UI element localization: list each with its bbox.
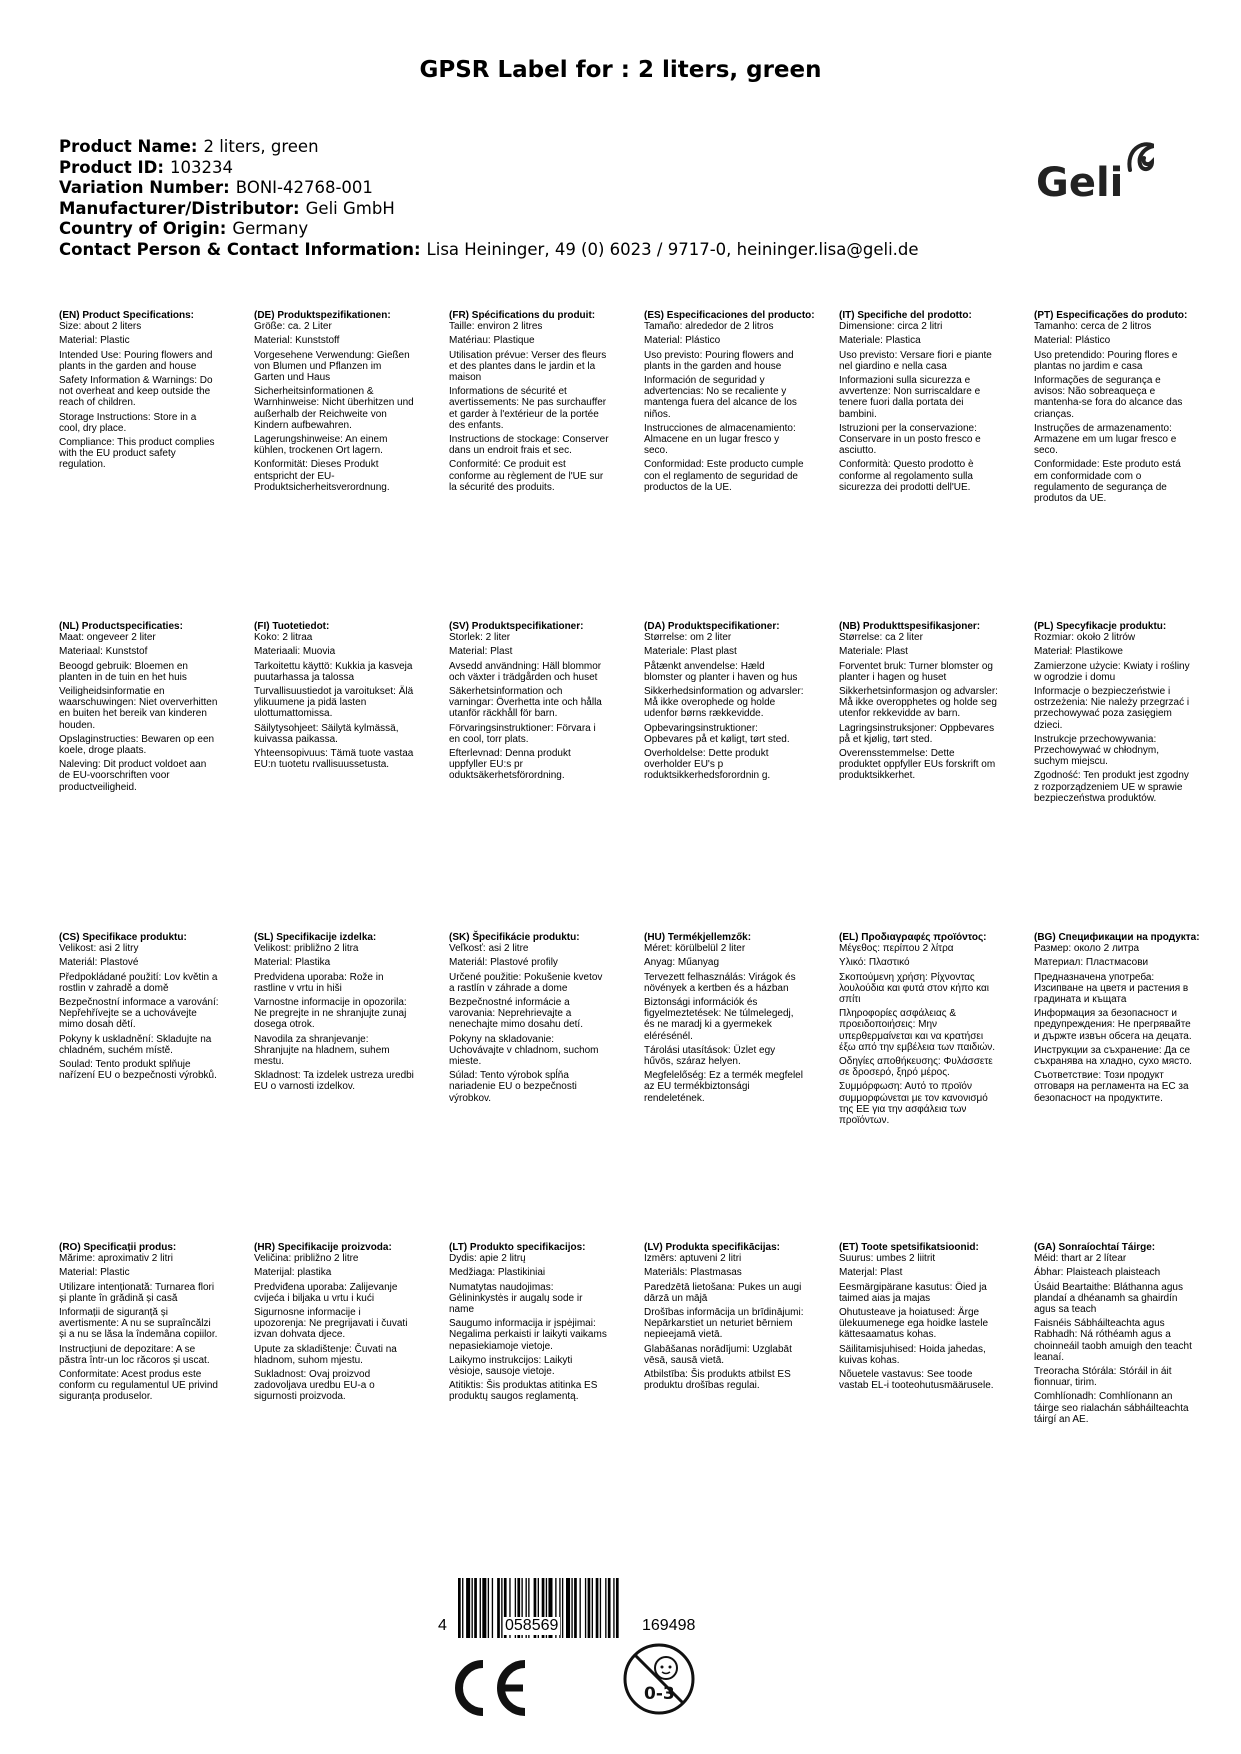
barcode-bar — [488, 1578, 489, 1638]
spec-heading: (SL) Specifikacije izdelka: — [254, 932, 377, 943]
barcode-bar — [462, 1578, 463, 1638]
variation-number-label: Variation Number: — [59, 178, 230, 197]
spec-line: Upute za skladištenje: Čuvati na hladnom, suhom mjestu. — [254, 1343, 397, 1366]
spec-line: Material: Plastic — [59, 1267, 130, 1279]
barcode-bar — [588, 1578, 591, 1638]
spec-line: Sikkerhetsinformasjon og advarsler: Må ikke overopphetes og holde seg utenfor rekkevidde av barn. — [839, 686, 998, 720]
spec-line: Material: Plast — [449, 646, 513, 658]
spec-block — [644, 1242, 804, 1391]
spec-line: Material: Plástico — [644, 335, 721, 347]
spec-heading: (HR) Specifikacije proizvoda: — [254, 1242, 392, 1253]
spec-line: Comhlíonadh: Comhlíonann an táirge seo rialachán sábháilteachta táirgí an AE. — [1034, 1391, 1189, 1425]
product-id-label: Product ID: — [59, 157, 164, 177]
spec-line: Materiaal: Kunststof — [59, 646, 148, 658]
spec-line: Съответствие: Този продукт отговаря на регламента на ЕС за безопасност на продуктите. — [1034, 1070, 1189, 1104]
spec-line: Faisnéis Sábháilteachta agus Rabhadh: Ná róthéamh agus a choinneáil taobh amuigh den teacht leanaí. — [1034, 1318, 1192, 1363]
spec-line: Instrukcje przechowywania: Przechowywać w chłodnym, suchym miejscu. — [1034, 733, 1160, 768]
spec-line: Lagerungshinweise: An einem kühlen, trockenen Ort lagern. — [254, 434, 388, 457]
spec-heading: (PT) Especificações do produto: — [1034, 310, 1188, 321]
spec-line: Opbevaringsinstruktioner: Opbevares på et køligt, tørt sted. — [644, 722, 790, 745]
spec-heading: (IT) Specifiche del prodotto: — [839, 310, 972, 321]
spec-line: Eesmärgipärane kasutus: Öied ja taimed aias ja majas — [839, 1281, 987, 1304]
spec-line: Materiale: Plast plast — [644, 646, 737, 658]
spec-line: Sigurnosne informacije i upozorenja: Ne pregrijavati i čuvati izvan dohvata djece. — [254, 1307, 408, 1341]
spec-line: Tarkoitettu käyttö: Kukkia ja kasveja puutarhassa ja talossa — [254, 660, 413, 683]
spec-line: Conformidade: Este produto está em conformidade com o regulamento de segurança de produtos da UE. — [1034, 459, 1181, 505]
spec-line: Material: Plastika — [254, 957, 331, 969]
spec-line: Pokyny k uskladnění: Skladujte na chladném, suchém místě. — [59, 1033, 212, 1056]
spec-line: Paredzētā lietošana: Pukes un augi dārzā un mājā — [644, 1281, 802, 1304]
spec-line: Materjal: Plast — [839, 1267, 903, 1279]
product-name-row — [59, 137, 919, 158]
spec-block — [254, 1242, 414, 1403]
country-of-origin-row — [59, 219, 919, 240]
spec-line: Storage Instructions: Store in a cool, dry place. — [59, 411, 197, 434]
spec-heading: (BG) Спецификации на продукта: — [1034, 932, 1200, 943]
spec-line: Soulad: Tento produkt splňuje nařízení EU o bezpečnosti výrobků. — [59, 1059, 217, 1082]
spec-line: Veiligheidsinformatie en waarschuwingen: Niet oververhitten en buiten het bereik van kinderen houden. — [59, 686, 218, 731]
spec-line: Säilitamisjuhised: Hoida jahedas, kuivas kohas. — [839, 1343, 986, 1366]
spec-line: Ábhar: Plaisteach plaisteach — [1034, 1267, 1161, 1279]
spec-line: Σκοπούμενη χρήση: Ρίχνοντας λουλούδια και φυτά στον κήπο και σπίτι — [839, 971, 989, 1006]
spec-heading: (DE) Produktspezifikationen: — [254, 310, 391, 321]
spec-line: Información de seguridad y advertencias: No se recaliente y mantenga fuera del alcance de los niños. — [644, 375, 797, 420]
spec-heading: (LT) Produkto specifikacijos: — [449, 1242, 586, 1253]
spec-line: Forventet bruk: Turner blomster og planter i hagen og huset — [839, 660, 993, 683]
spec-block — [644, 932, 804, 1104]
spec-heading: (ET) Toote spetsifikatsioonid: — [839, 1242, 979, 1253]
spec-line: Súlad: Tento výrobok spĺňa nariadenie EU o bezpečnosti výrobkov. — [449, 1070, 577, 1104]
spec-line: Méret: körülbelül 2 liter — [644, 943, 746, 955]
product-id-row — [59, 158, 919, 179]
spec-heading: (EL) Προδιαγραφές προϊόντος: — [839, 932, 987, 943]
not-for-children-0-3-icon — [622, 1642, 696, 1716]
spec-line: Tamaño: alrededor de 2 litros — [644, 321, 774, 333]
spec-block — [449, 310, 609, 493]
spec-line: Tamanho: cerca de 2 litros — [1034, 321, 1152, 333]
spec-line: Dimensione: circa 2 litri — [839, 321, 943, 333]
manufacturer-value: Geli GmbH — [305, 198, 395, 218]
spec-block — [449, 1242, 609, 1403]
spec-heading: (ES) Especificaciones del producto: — [644, 310, 815, 321]
spec-line: Medžiaga: Plastikiniai — [449, 1267, 546, 1279]
barcode-first-digit: 4 — [438, 1617, 447, 1634]
spec-line: Uso pretendido: Pouring flores e plantas no jardim e casa — [1034, 349, 1178, 372]
spec-line: Instructions de stockage: Conserver dans un endroit frais et sec. — [449, 434, 609, 457]
spec-line: Instrucțiuni de depozitare: A se păstra într-un loc răcoros și uscat. — [59, 1343, 210, 1366]
spec-heading: (HU) Termékjellemzők: — [644, 932, 752, 943]
barcode-bar — [608, 1578, 611, 1638]
spec-block — [59, 932, 219, 1081]
spec-line: Lagringsinstruksjoner: Oppbevares på et kjølig, tørt sted. — [839, 722, 995, 745]
spec-line: Predvidena uporaba: Rože in rastline v vrtu in hiši — [254, 971, 384, 994]
spec-line: Materiál: Plastové — [59, 957, 139, 969]
contact-value: Lisa Heininger, 49 (0) 6023 / 9717-0, heininger.lisa@geli.de — [426, 239, 919, 259]
spec-heading: (SV) Produktspecifikationer: — [449, 621, 584, 632]
spec-line: Förvaringsinstruktioner: Förvara i en cool, torr plats. — [449, 722, 596, 745]
spec-line: Storlek: 2 liter — [449, 632, 511, 644]
spec-line: Størrelse: om 2 liter — [644, 632, 732, 644]
spec-line: Ohutusteave ja hoiatused: Ärge ülekuumenege ega hoidke lastele kättesaamatus kohas. — [839, 1307, 988, 1341]
spec-line: Pokyny na skladovanie: Uchovávajte v chladnom, suchom mieste. — [449, 1033, 599, 1068]
spec-heading: (LV) Produkta specifikācijas: — [644, 1242, 780, 1253]
spec-line: Påtænkt anvendelse: Hæld blomster og planter i haven og hus — [644, 660, 798, 683]
spec-line: Informacje o bezpieczeństwie i ostrzeżenia: Nie należy przegrzać i przechowywać poza zasięgiem dzieci. — [1034, 686, 1190, 731]
spec-line: Tárolási utasítások: Üzlet egy hűvös, száraz helyen. — [644, 1044, 776, 1068]
spec-block — [1034, 932, 1200, 1104]
spec-line: Предназначена употреба: Изсипване на цветя и растения в градината и къщата — [1034, 971, 1189, 1006]
spec-line: Izmērs: aptuveni 2 litri — [644, 1253, 742, 1265]
spec-line: Säkerhetsinformation och varningar: Överhetta inte och hålla utanför räckhåll för barn. — [449, 686, 602, 720]
spec-line: Informações de segurança e avisos: Não sobreaqueça e mantenha-se fora do alcance das crianças. — [1034, 375, 1183, 420]
manufacturer-row — [59, 199, 919, 220]
spec-block — [254, 932, 414, 1093]
spec-block — [644, 310, 815, 493]
barcode-bar — [580, 1578, 581, 1638]
spec-line: Predviđena uporaba: Zalijevanje cvijeća i biljaka u vrtu i kući — [254, 1281, 398, 1304]
spec-line: Utilizare intenționată: Turnarea flori și plante în grădină și casă — [59, 1281, 215, 1304]
logo-wordmark: Geli — [1036, 160, 1124, 200]
spec-line: Mărime: aproximativ 2 litri — [59, 1253, 173, 1265]
spec-line: Předpokládané použití: Lov květin a rostlin v zahradě a domě — [59, 971, 218, 994]
spec-line: Yhteensopivuus: Tämä tuote vastaa EU:n tuotetu rvallisuussetusta. — [254, 748, 414, 771]
spec-line: Overholdelse: Dette produkt overholder EU's p roduktsikkerhedsforordnin g. — [644, 748, 771, 782]
age-warning-label: 0-3 — [644, 1684, 675, 1704]
spec-line: Safety Information & Warnings: Do not overheat and keep outside the reach of children. — [59, 375, 213, 409]
spec-block — [1034, 621, 1194, 804]
spec-block — [839, 1242, 999, 1391]
spec-line: Naleving: Dit product voldoet aan de EU-voorschriften voor productveiligheid. — [59, 759, 207, 793]
spec-line: Skladnost: Ta izdelek ustreza uredbi EU o varnosti izdelkov. — [254, 1070, 414, 1093]
spec-line: Navodila za shranjevanje: Shranjujte na hladnem, suhem mestu. — [254, 1033, 390, 1068]
barcode-bar — [492, 1578, 493, 1638]
spec-line: Matériau: Plastique — [449, 335, 535, 347]
barcode-bar — [458, 1578, 461, 1638]
spec-line: Utilisation prévue: Verser des fleurs et des plantes dans le jardin et la maison — [449, 349, 607, 384]
spec-line: Informations de sécurité et avertissements: Ne pas surchauffer et garder à l'extérieur de la portée des enfants. — [449, 386, 607, 431]
spec-block — [254, 310, 414, 493]
spec-line: Megfelelőség: Ez a termék megfelel az EU termékbiztonsági rendeletének. — [644, 1070, 803, 1104]
spec-line: Zamierzone użycie: Kwiaty i rośliny w ogrodzie i domu — [1034, 660, 1190, 683]
spec-line: Tervezett felhasználás: Virágok és növények a kertben és a házban — [644, 971, 796, 994]
barcode-left-group: 058569 — [505, 1617, 559, 1634]
spec-line: Méid: thart ar 2 lítear — [1034, 1253, 1127, 1265]
spec-line: Suurus: umbes 2 liitrit — [839, 1253, 936, 1265]
spec-heading: (EN) Product Specifications: — [59, 310, 195, 321]
spec-line: Varnostne informacije in opozorila: Ne pregrejte in ne shranjujte zunaj dosega otrok. — [254, 997, 407, 1031]
contact-row — [59, 240, 919, 261]
spec-line: Veľkosť: asi 2 litre — [449, 943, 529, 955]
spec-line: Uso previsto: Pouring flowers and plants in the garden and house — [644, 349, 794, 372]
spec-line: Materiale: Plast — [839, 646, 908, 658]
geli-logo — [1034, 140, 1154, 200]
spec-line: Informazioni sulla sicurezza e avvertenze: Non surriscaldare e tenere fuori dalla portata dei bambini. — [839, 375, 981, 420]
variation-number-row — [59, 178, 919, 199]
spec-line: Nõuetele vastavus: See toode vastab EL-i tooteohutusmäärusele. — [839, 1369, 994, 1392]
spec-line: Uso previsto: Versare fiori e piante nel giardino e nella casa — [839, 349, 992, 372]
spec-line: Koko: 2 litraa — [254, 632, 313, 644]
spec-heading: (FR) Spécifications du produit: — [449, 310, 596, 321]
spec-line: Sikkerhedsinformation og advarsler: Må ikke overophede og holde udenfor børns rækkevidde. — [644, 686, 804, 720]
spec-block — [1034, 1242, 1194, 1425]
barcode-right-group: 169498 — [642, 1617, 696, 1634]
barcode-bar — [562, 1578, 563, 1638]
spec-line: Materiál: Plastové profily — [449, 957, 558, 969]
barcode-bar — [592, 1578, 593, 1638]
spec-line: Instrucciones de almacenamiento: Almacene en un lugar fresco y seco. — [644, 422, 796, 457]
spec-heading: (DA) Produktspecifikationer: — [644, 621, 780, 632]
barcode-bar — [596, 1578, 599, 1638]
spec-heading: (NL) Productspecificaties: — [59, 621, 183, 632]
spec-block — [59, 310, 219, 471]
country-of-origin-label: Country of Origin: — [59, 219, 227, 238]
spec-line: Compliance: This product complies with the EU product safety regulation. — [59, 437, 215, 471]
barcode-bar — [613, 1578, 614, 1638]
spec-line: Saugumo informacija ir įspėjimai: Negalima perkaisti ir laikyti vaikams nepasiekiamoje vietoje. — [449, 1318, 607, 1352]
spec-line: Určené použitie: Pokušenie kvetov a rastlín v záhrade a dome — [449, 971, 603, 994]
spec-heading: (GA) Sonraíochtaí Táirge: — [1034, 1242, 1156, 1253]
spec-line: Instruções de armazenamento: Armazene em um lugar fresco e seco. — [1034, 422, 1177, 457]
spec-line: Drošības informācija un brīdinājumi: Nepārkarstiet un neturiet bērniem nepieejamā vietā. — [644, 1307, 804, 1341]
spec-line: Säilytysohjeet: Säilytä kylmässä, kuivassa paikassa. — [254, 722, 399, 745]
spec-line: Anyag: Műanyag — [644, 957, 720, 969]
spec-line: Maat: ongeveer 2 liter — [59, 632, 156, 644]
spec-line: Laikymo instrukcijos: Laikyti vėsioje, sausoje vietoje. — [449, 1354, 573, 1378]
spec-line: Konformität: Dieses Produkt entspricht der EU-Produktsicherheitsverordnung. — [254, 459, 390, 493]
country-of-origin-value: Germany — [232, 219, 309, 238]
spec-line: Material: Plastic — [59, 335, 130, 347]
barcode-bar — [497, 1578, 500, 1638]
spec-line: Istruzioni per la conservazione: Conservare in un posto fresco e asciutto. — [839, 422, 981, 457]
spec-line: Информация за безопасност и предупреждения: Не прегрявайте и държте извън обсега на децата. — [1034, 1008, 1192, 1042]
spec-line: Intended Use: Pouring flowers and plants in the garden and house — [59, 349, 213, 372]
barcode-bar — [480, 1578, 481, 1638]
spec-line: Materiāls: Plastmasas — [644, 1267, 742, 1279]
spec-line: Conformità: Questo prodotto è conforme al regolamento sulla sicurezza dei prodotti dell'UE. — [839, 459, 974, 493]
spec-line: Atitiktis: Šis produktas atitinka ES produktų saugos reglamentą. — [449, 1380, 598, 1403]
spec-line: Sukladnost: Ovaj proizvod zadovoljava uredbu EU-a o sigurnosti proizvoda. — [254, 1369, 375, 1403]
spec-block — [644, 621, 804, 782]
spec-line: Rozmiar: około 2 litrów — [1034, 632, 1136, 644]
spec-block — [839, 621, 999, 782]
spec-heading: (PL) Specyfikacje produktu: — [1034, 621, 1167, 632]
spec-line: Conformité: Ce produit est conforme au règlement de l'UE sur la sécurité des produits. — [449, 459, 604, 493]
spec-line: Materijal: plastika — [254, 1267, 332, 1279]
spec-line: Biztonsági információk és figyelmeztetések: Ne túlmelegedj, és ne maradj ki a gyermekek elérésénél. — [644, 997, 794, 1042]
spec-line: Инструкции за съхранение: Да се съхранява на хладно, сухо място. — [1034, 1044, 1192, 1068]
spec-line: Bezpečnostné informácie a varovania: Neprehrievajte a nenechajte mimo dosahu detí. — [449, 997, 583, 1031]
spec-line: Størrelse: ca 2 liter — [839, 632, 923, 644]
spec-line: Turvallisuustiedot ja varoitukset: Älä ylikuumene ja pidä lasten ulottumattomissa. — [254, 686, 414, 720]
spec-block — [254, 621, 414, 770]
product-name-label: Product Name: — [59, 137, 198, 156]
spec-line: Materiaali: Muovia — [254, 646, 336, 658]
spec-line: Numatytas naudojimas: Gėlininkystės ir augalų sode ir name — [449, 1281, 583, 1316]
spec-line: Οδηγίες αποθήκευσης: Φυλάσσετε σε δροσερό, ξηρό μέρος. — [839, 1056, 993, 1079]
barcode-bar — [472, 1578, 473, 1638]
spec-line: Material: Kunststoff — [254, 335, 340, 347]
spec-line: Materiale: Plastica — [839, 335, 921, 347]
spec-line: Úsáid Beartaithe: Bláthanna agus plandaí a dhéanamh sa ghairdín agus sa teach — [1034, 1281, 1183, 1316]
spec-block — [839, 310, 999, 493]
spec-line: Overensstemmelse: Dette produktet oppfyller EUs forskrift om produktsikkerhet. — [839, 748, 996, 782]
spec-line: Treoracha Stórála: Stóráil in áit fionnuar, tirim. — [1034, 1366, 1172, 1389]
spec-line: Vorgesehene Verwendung: Gießen von Blumen und Pflanzen im Garten und Haus — [254, 349, 410, 384]
barcode-bar — [585, 1578, 586, 1638]
spec-line: Conformitate: Acest produs este conform cu regulamentul UE privind siguranța produselor. — [59, 1369, 218, 1403]
manufacturer-label: Manufacturer/Distributor: — [59, 198, 300, 218]
spec-line: Conformidad: Este producto cumple con el reglamento de seguridad de productos de la UE. — [644, 459, 804, 493]
spec-line: Avsedd användning: Häll blommor och växter i trädgården och huset — [449, 660, 602, 683]
spec-line: Συμμόρφωση: Αυτό το προϊόν συμμορφώνεται με τον κανονισμό της ΕΕ για την ασφάλεια των προϊόντων. — [839, 1081, 988, 1127]
spec-line: Informații de siguranță și avertismente: A nu se supraîncălzi și a nu se lăsa la îndemâna copiilor. — [59, 1307, 218, 1341]
leaf-icon — [1129, 144, 1154, 170]
page-title: GPSR Label for : 2 liters, green — [419, 57, 822, 83]
spec-heading: (NB) Produkttspesifikasjoner: — [839, 621, 981, 632]
barcode-bar — [605, 1578, 606, 1638]
barcode-bar — [600, 1578, 601, 1638]
barcode-bar — [616, 1578, 619, 1638]
barcode-bar — [566, 1578, 570, 1638]
barcode-bar — [574, 1578, 577, 1638]
spec-block — [59, 1242, 219, 1403]
spec-line: Material: Plástico — [1034, 335, 1111, 347]
spec-line: Bezpečnostní informace a varování: Nepřehřívejte se a uchovávejte mimo dosah dětí. — [59, 997, 219, 1031]
spec-heading: (RO) Specificații produs: — [59, 1242, 177, 1253]
spec-block — [839, 932, 999, 1126]
spec-line: Υλικό: Πλαστικό — [839, 957, 910, 969]
spec-line: Atbilstība: Šis produkts atbilst ES produktu drošības regulai. — [644, 1369, 791, 1392]
spec-line: Größe: ca. 2 Liter — [254, 321, 332, 333]
spec-line: Size: about 2 liters — [59, 321, 142, 333]
spec-line: Zgodność: Ten produkt jest zgodny z rozporządzeniem UE w sprawie bezpieczeństwa produktów. — [1034, 770, 1189, 804]
product-info — [59, 137, 919, 260]
spec-line: Glabāšanas norādījumi: Uzglabāt vēsā, sausā vietā. — [644, 1343, 792, 1366]
product-id-value: 103234 — [169, 157, 233, 177]
spec-line: Dydis: apie 2 litrų — [449, 1253, 526, 1265]
spec-line: Velikost: približno 2 litra — [254, 943, 359, 955]
contact-label: Contact Person & Contact Information: — [59, 239, 421, 259]
spec-block — [59, 621, 219, 793]
spec-line: Beoogd gebruik: Bloemen en planten in de tuin en het huis — [59, 660, 188, 683]
spec-line: Taille: environ 2 litres — [449, 321, 543, 333]
product-name-value: 2 liters, green — [203, 137, 319, 156]
ce-mark-icon — [449, 1658, 531, 1718]
spec-block — [449, 621, 609, 782]
spec-line: Πληροφορίες ασφάλειας & προειδοποιήσεις: Μην υπερθερμαίνεται και να κρατήσει έξω από την εμβέλεια των παιδιών. — [839, 1008, 996, 1053]
spec-line: Материал: Пластмасови — [1034, 957, 1149, 969]
barcode-bar — [466, 1578, 470, 1638]
spec-line: Veličina: približno 2 litre — [254, 1253, 359, 1265]
spec-line: Velikost: asi 2 litry — [59, 943, 139, 955]
spec-line: Μέγεθος: περίπου 2 λίτρα — [839, 943, 954, 955]
barcode-bar — [474, 1578, 477, 1638]
spec-heading: (SK) Špecifikácie produktu: — [449, 932, 580, 943]
spec-line: Размер: около 2 литра — [1034, 943, 1140, 955]
spec-line: Opslaginstructies: Bewaren op een koele, droge plaats. — [59, 733, 215, 757]
spec-block — [449, 932, 609, 1104]
spec-line: Materiał: Plastikowe — [1034, 646, 1123, 658]
spec-line: Efterlevnad: Denna produkt uppfyller EU:s pr oduktsäkerhetsförordning. — [449, 748, 571, 782]
spec-line: Sicherheitsinformationen & Warnhinweise: Nicht überhitzen und außerhalb der Reichweite von Kindern aufbewahren. — [254, 386, 414, 431]
spec-heading: (FI) Tuotetiedot: — [254, 621, 330, 632]
spec-heading: (CS) Specifikace produktu: — [59, 932, 187, 943]
variation-number-value: BONI-42768-001 — [235, 178, 373, 197]
barcode-bar — [482, 1578, 486, 1638]
spec-block — [1034, 310, 1194, 504]
barcode-bar — [571, 1578, 572, 1638]
